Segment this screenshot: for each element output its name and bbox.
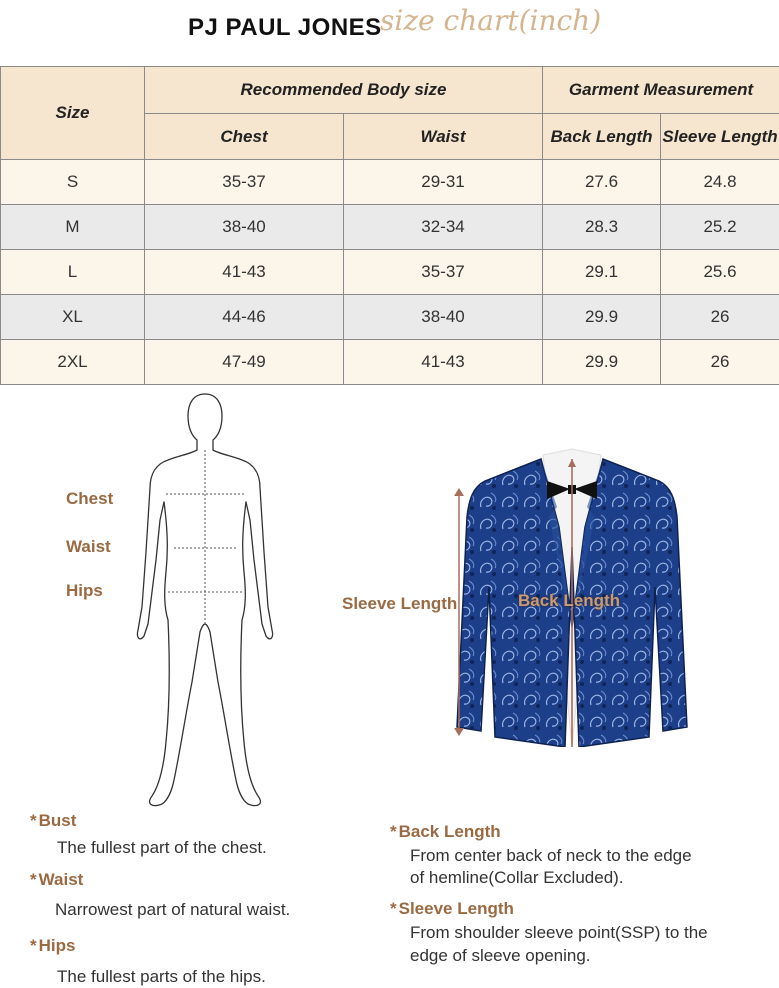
sleeve-length-cell: 24.8 [661,160,779,205]
sleeve-length-cell: 26 [661,295,779,340]
bust-note-title: Bust [38,811,77,830]
back-length-cell: 29.9 [543,340,661,385]
body-outline-figure [130,392,280,810]
table-row [1,295,779,340]
waist-cell: 32-34 [344,205,543,250]
waist-cell: 29-31 [344,160,543,205]
back-length-label: Back Length [518,591,621,610]
waist-cell: 38-40 [344,295,543,340]
sleeve-length-cell: 25.6 [661,250,779,295]
back-length-column-header: Back Length [543,114,661,160]
waist-cell: 35-37 [344,250,543,295]
chest-cell: 44-46 [145,295,344,340]
sleeve-length-note [390,899,514,919]
table-header-row [1,67,779,114]
size-table [0,66,779,385]
table-row [1,340,779,385]
sleeve-length-label: Sleeve Length [342,594,458,613]
hips-note-title: Hips [38,936,76,955]
sleeve-length-note-title: Sleeve Length [398,899,514,918]
table-row [1,205,779,250]
waist-note-text: Narrowest part of natural waist. [55,900,291,919]
waist-cell: 41-43 [344,340,543,385]
hips-note-text: The fullest parts of the hips. [57,967,266,986]
back-length-cell: 29.9 [543,295,661,340]
waist-note-title: Waist [38,870,84,889]
sleeve-length-note-text-1: From shoulder sleeve point(SSP) to the [410,923,708,942]
back-length-note-text-1: From center back of neck to the edge [410,846,692,865]
star-icon: * [30,811,37,830]
chart-subtitle: size chart(inch) [380,4,602,37]
garment-group-header: Garment Measurement [543,67,779,114]
size-cell: 2XL [1,340,145,385]
back-length-cell: 28.3 [543,205,661,250]
table-row [1,160,779,205]
sleeve-length-column-header: Sleeve Length [661,114,779,160]
sleeve-length-cell: 26 [661,340,779,385]
brand-title: PJ PAUL JONES [188,14,382,41]
body-size-group-header: Recommended Body size [145,67,543,114]
header [0,0,779,64]
chest-cell: 38-40 [145,205,344,250]
sleeve-length-cell: 25.2 [661,205,779,250]
back-length-cell: 29.1 [543,250,661,295]
chest-label: Chest [66,489,114,508]
size-column-header: Size [1,67,145,160]
hips-note [30,936,75,956]
star-icon: * [390,899,397,918]
sleeve-length-note-text-2: edge of sleeve opening. [410,946,591,965]
waist-note [30,870,83,890]
hips-label: Hips [66,581,103,600]
star-icon: * [30,936,37,955]
table-row [1,250,779,295]
back-length-cell: 27.6 [543,160,661,205]
size-cell: XL [1,295,145,340]
chest-column-header: Chest [145,114,344,160]
star-icon: * [390,822,397,841]
back-length-note [390,822,501,842]
bust-note [30,811,76,831]
chest-cell: 41-43 [145,250,344,295]
back-length-note-text-2: of hemline(Collar Excluded). [410,868,624,887]
chest-cell: 47-49 [145,340,344,385]
size-cell: S [1,160,145,205]
back-length-note-title: Back Length [398,822,501,841]
waist-column-header: Waist [344,114,543,160]
star-icon: * [30,870,37,889]
bust-note-text: The fullest part of the chest. [57,838,267,857]
waist-label: Waist [66,537,111,556]
chest-cell: 35-37 [145,160,344,205]
size-cell: M [1,205,145,250]
size-cell: L [1,250,145,295]
